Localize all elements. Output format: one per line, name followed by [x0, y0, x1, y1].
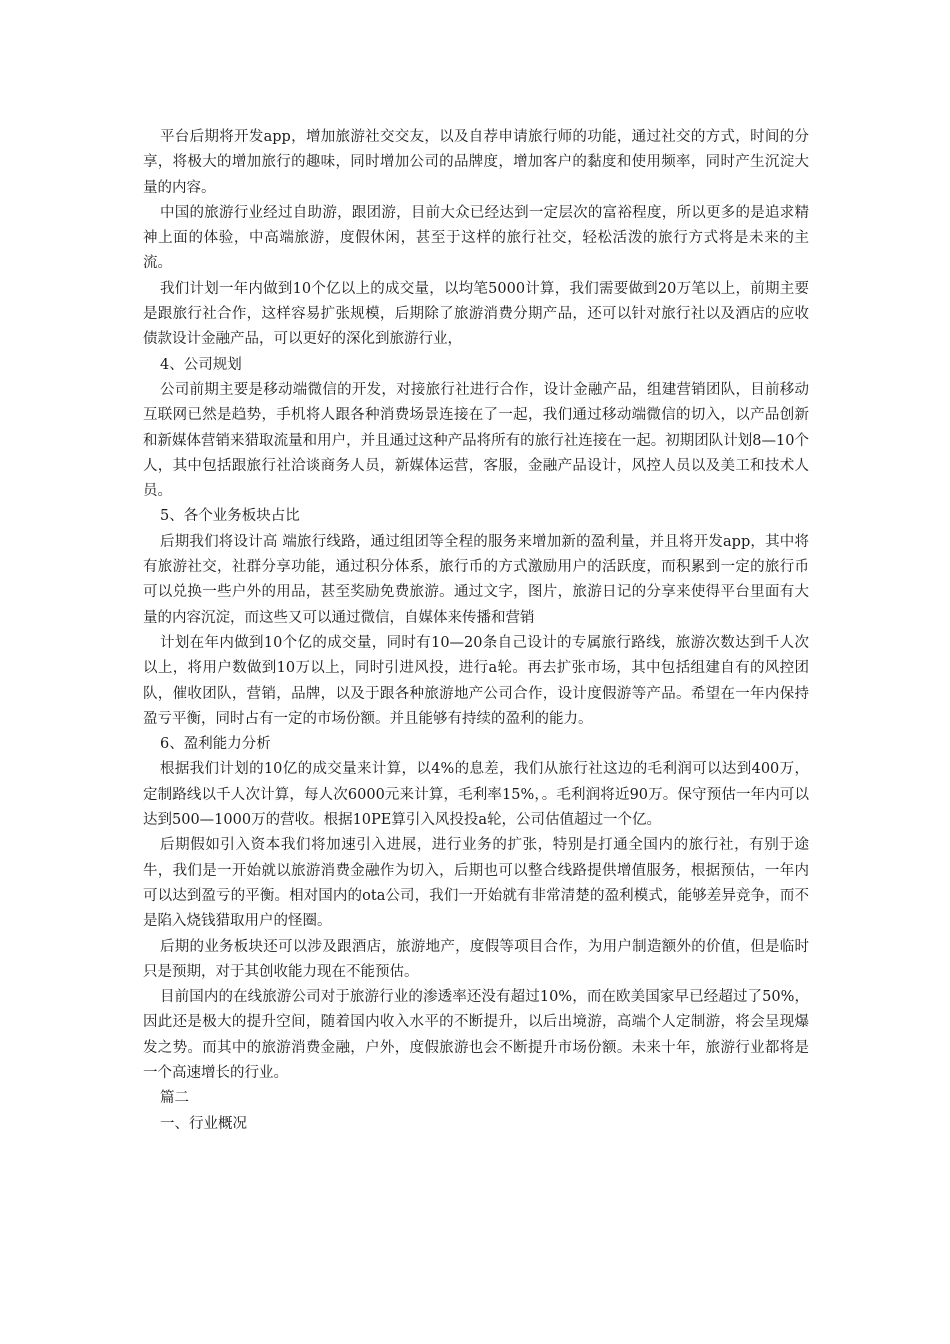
paragraph-profit-calc: 根据我们计划的10亿的成交量来计算，以4%的息差，我们从旅行社这边的毛利润可以达到400万，定制路线以千人次计算，每人次6000元来计算，毛利率15%，。毛利润将近90万。保守预估一年内可以达到500—1000万的营收。根据10PE算引入风投投a轮，公司估值超过一个亿。: [143, 761, 809, 829]
section-heading-industry-overview: 一、行业概况: [160, 1115, 247, 1132]
paragraph-industry-trend: 中国的旅游行业经过自助游，跟团游，目前大众已经达到一定层次的富裕程度，所以更多的是追求精神上面的体验，中高端旅游，度假休闲，甚至于这样的旅行社交，轻松活泼的旅行方式将是未来的主流。: [143, 204, 809, 272]
section-heading-company-plan: 4、公司规划: [160, 356, 242, 373]
paragraph-volume-plan: 我们计划一年内做到10个亿以上的成交量，以均笔5000计算，我们需要做到20万笔以上，前期主要是跟旅行社合作，这样容易扩张规模，后期除了旅游消费分期产品，还可以针对旅行社以及酒店的应收债款设计金融产品，可以更好的深化到旅游行业，: [143, 280, 809, 348]
section-heading-profit-analysis: 6、盈利能力分析: [160, 736, 271, 753]
paragraph-app-plan: 平台后期将开发app，增加旅游社交交友，以及自荐申请旅行师的功能，通过社交的方式，时间的分享，将极大的增加旅行的趣味，同时增加公司的品牌度，增加客户的黏度和使用频率，同时产生沉淀大量的内容。: [143, 129, 809, 196]
paragraph-expansion: 后期假如引入资本我们将加速引入进展，进行业务的扩张，特别是打通全国内的旅行社，有别于途牛，我们是一开始就以旅游消费金融作为切入，后期也可以整合线路提供增值服务，根据预估，一年内可以达到盈亏的平衡。相对国内的ota公司，我们一开始就有非常清楚的盈利模式，能够差异竞争，而不是陷入烧钱猎取用户的怪圈。: [143, 837, 809, 930]
section-heading-business-share: 5、各个业务板块占比: [160, 508, 300, 525]
document-body: [143, 125, 809, 1137]
paragraph-other-business: 后期的业务板块还可以涉及跟酒店，旅游地产，度假等项目合作，为用户制造额外的价值，但是临时只是预期，对于其创收能力现在不能预估。: [143, 938, 809, 980]
paragraph-annual-target: 计划在年内做到10个亿的成交量，同时有10—20条自己设计的专属旅行路线，旅游次数达到千人次以上，将用户数做到10万以上，同时引进风投，进行a轮。再去扩张市场，其中包括组建自有的风控团队，催收团队，营销，品牌，以及于跟各种旅游地产公司合作，设计度假游等产品。希望在一年内保持盈亏平衡，同时占有一定的市场份额。并且能够有持续的盈利的能力。: [143, 634, 809, 727]
paragraph-company-plan: 公司前期主要是移动端微信的开发，对接旅行社进行合作，设计金融产品，组建营销团队，目前移动互联网已然是趋势，手机将人跟各种消费场景连接在了一起，我们通过移动端微信的切入，以产品创新和新媒体营销来猎取流量和用户，并且通过这种产品将所有的旅行社连接在一起。初期团队计划8—10个人，其中包括跟旅行社洽谈商务人员，新媒体运营，客服，金融产品设计，风控人员以及美工和技术人员。: [143, 381, 809, 500]
section-heading-part-two: 篇二: [160, 1090, 189, 1107]
paragraph-market-outlook: 目前国内的在线旅游公司对于旅游行业的渗透率还没有超过10%，而在欧美国家早已经超过了50%，因此还是极大的提升空间，随着国内收入水平的不断提升，以后出境游，高端个人定制游，将会呈现爆发之势。而其中的旅游消费金融，户外，度假旅游也会不断提升市场份额。未来十年，旅游行业都将是一个高速增长的行业。: [143, 989, 809, 1081]
paragraph-business-share: 后期我们将设计高 端旅行线路，通过组团等全程的服务来增加新的盈利量，并且将开发app，其中将有旅游社交，社群分享功能，通过积分体系，旅行币的方式激励用户的活跃度，而积累到一定的旅行币可以兑换一些户外的用品，甚至奖励免费旅游。通过文字，图片，旅游日记的分享来使得平台里面有大量的内容沉淀，而这些又可以通过微信，自媒体来传播和营销: [143, 533, 809, 626]
